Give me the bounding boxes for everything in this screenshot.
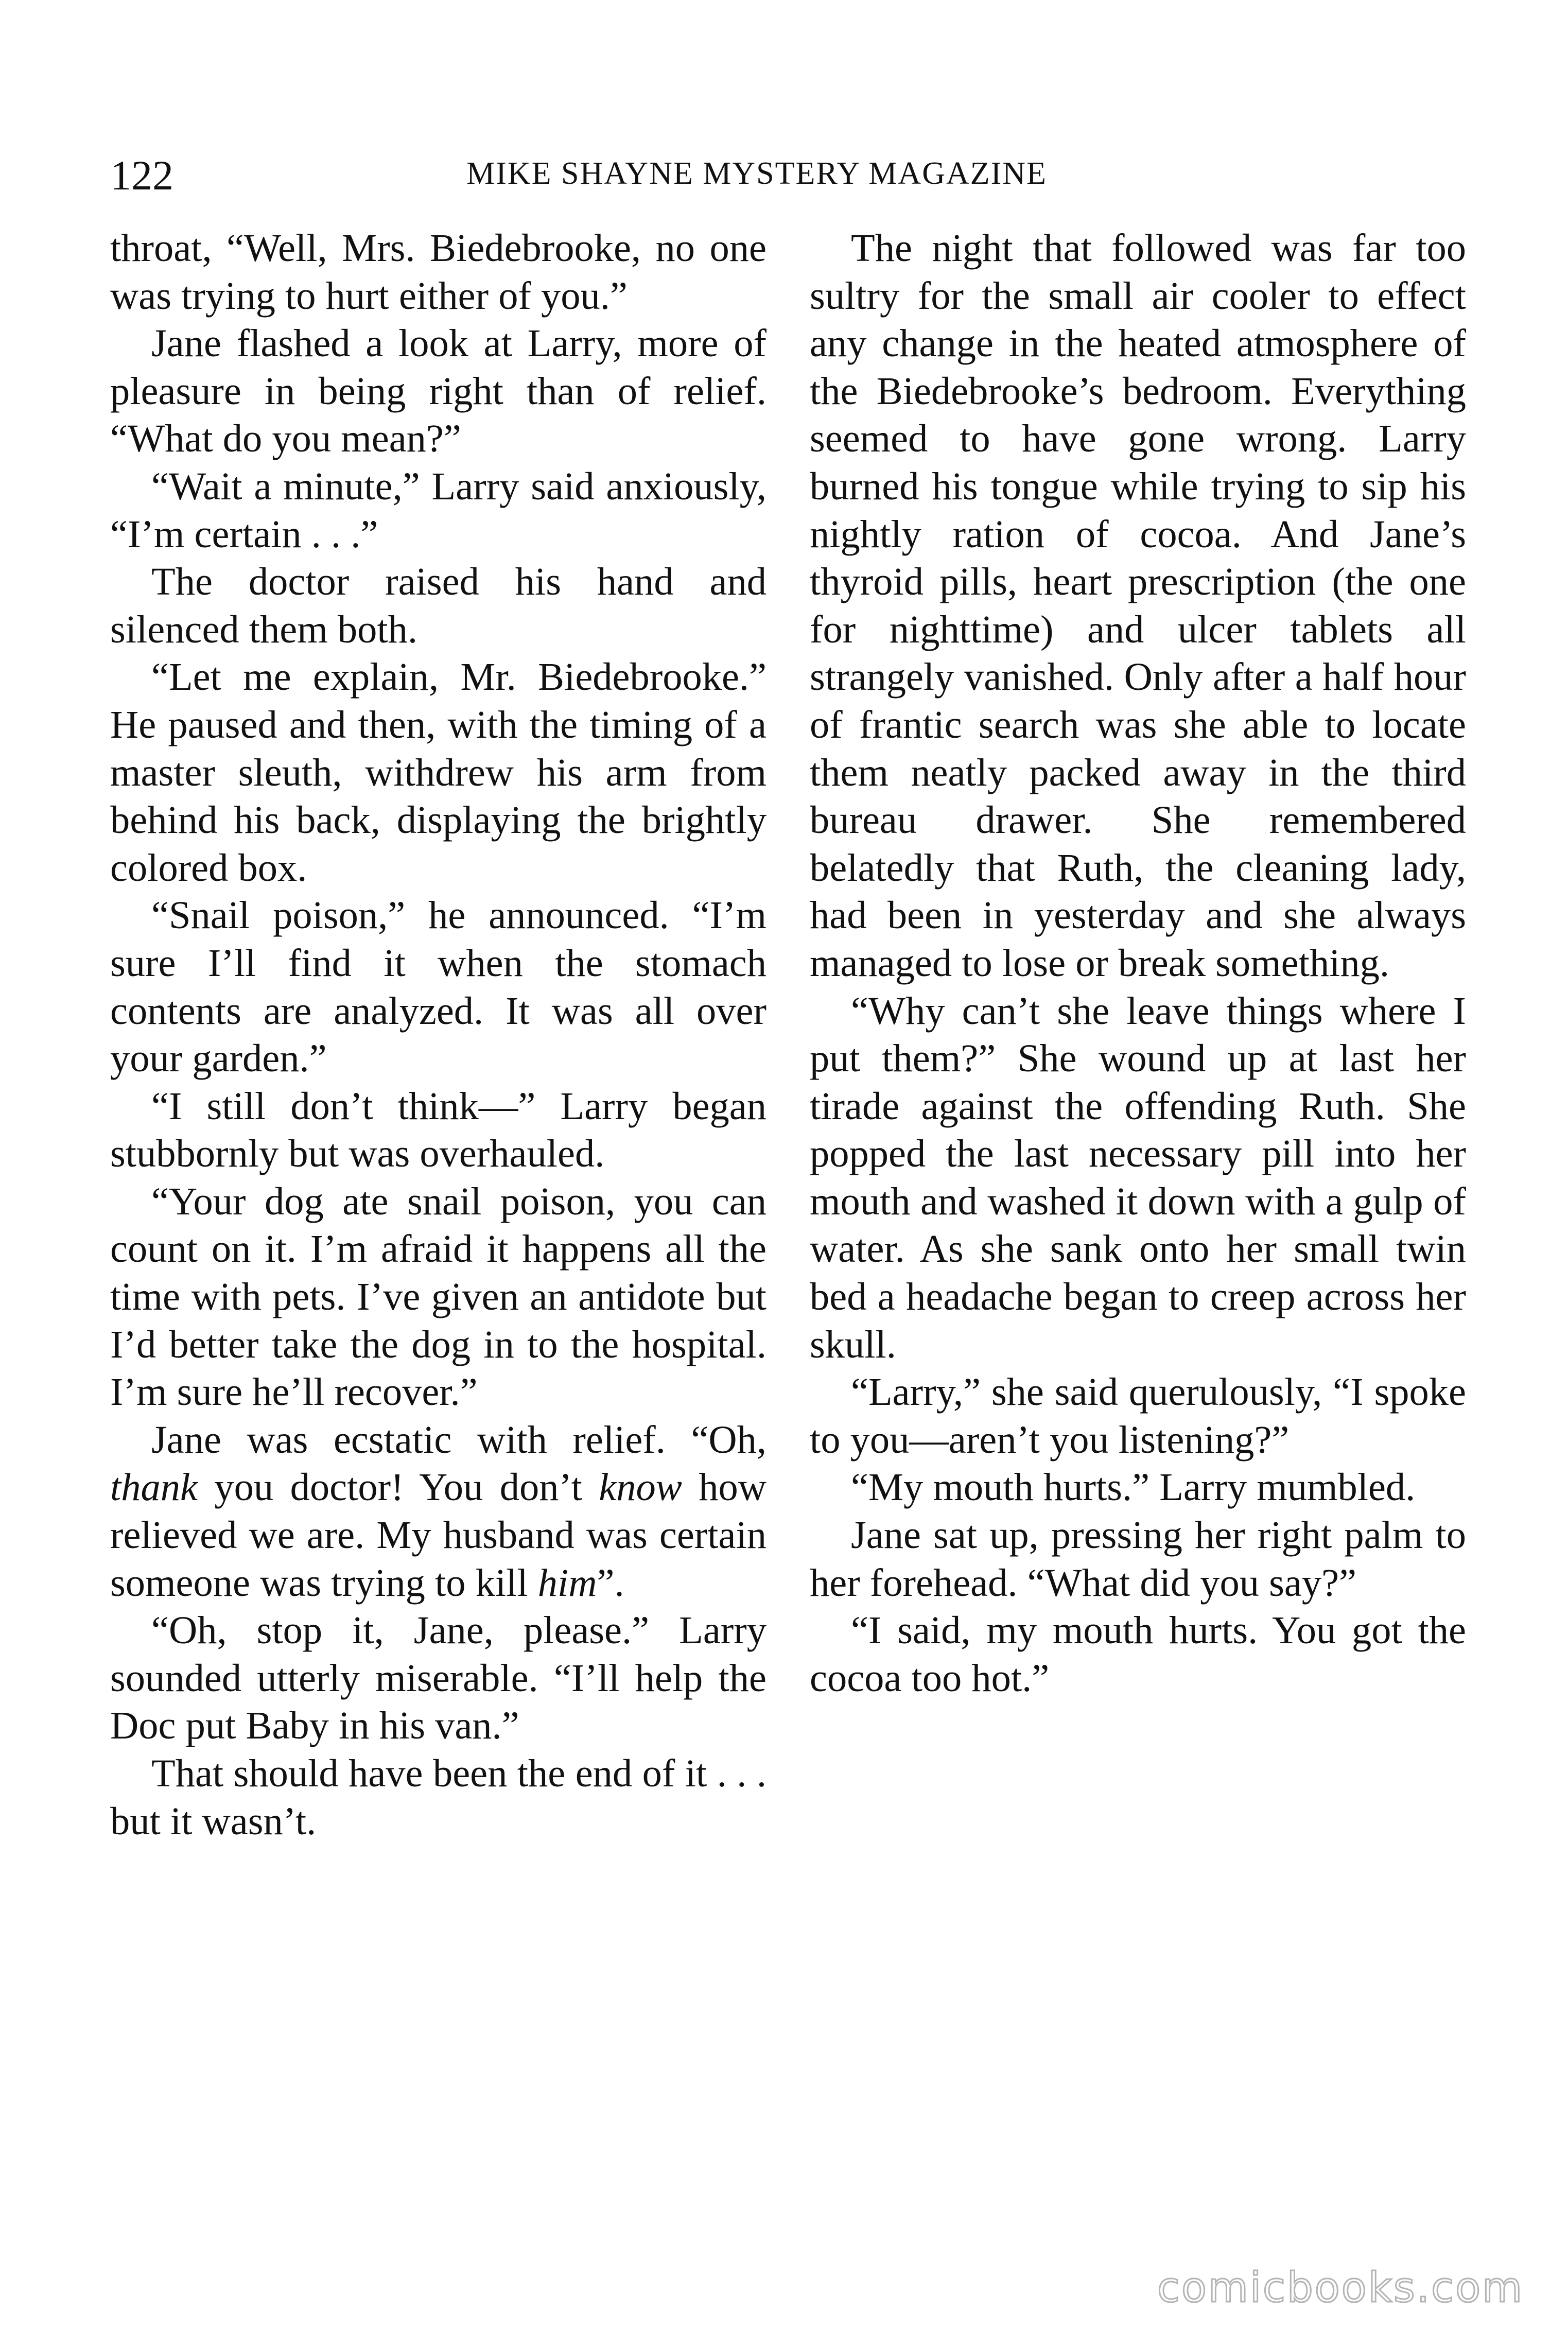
paragraph: throat, “Well, Mrs. Biedebrooke, no one was trying to hurt either of you.” [110,226,766,318]
paragraph: Jane sat up, pressing her right palm to her forehead. “What did you say?” [810,1513,1466,1605]
paragraph: The doctor raised his hand and silenced them both. [110,560,766,651]
paragraph: “I said, my mouth hurts. You got the cocoa too hot.” [810,1608,1466,1700]
paragraph: “Larry,” she said querulously, “I spoke to you—aren’t you listening?” [810,1370,1466,1462]
right-column [810,224,1466,1702]
page-number: 122 [110,152,173,199]
paragraph: The night that followed was far too sultry for the small air cooler to effect any change in the heated atmosphere of the Biedebrooke’s bedroom. Everything seemed to have gone wrong. Larry burned his tongue while trying to sip his nightly ration of cocoa. And Jane’s thyroid pills, heart prescription (the one for nighttime) and ulcer tablets all strangely vanished. Only after a half hour of frantic search was she able to locate them neatly packed away in the third bureau drawer. She remembered belatedly that Ruth, the cleaning lady, had been in yesterday and she always managed to lose or break something. [810,226,1466,985]
left-column [110,224,766,1845]
paragraph: “Let me explain, Mr. Biedebrooke.” He paused and then, with the timing of a master sleuth, withdrew his arm from behind his back, displaying the brightly colored box. [110,655,766,890]
running-head: MIKE SHAYNE MYSTERY MAGAZINE [466,156,1047,191]
paragraph: “Wait a minute,” Larry said anxiously, “I’m certain . . .” [110,464,766,556]
paragraph: “I still don’t think—” Larry began stubbornly but was overhauled. [110,1084,766,1176]
paragraph: “Oh, stop it, Jane, please.” Larry sounded utterly miserable. “I’ll help the Doc put Baby in his van.” [110,1608,766,1748]
paragraph: Jane flashed a look at Larry, more of pleasure in being right than of relief. “What do you mean?” [110,321,766,461]
paragraph: “Why can’t she leave things where I put them?” She wound up at last her tirade against the offending Ruth. She popped the last necessary pill into her mouth and washed it down with a gulp of water. As she sank onto her small twin bed a headache began to creep across her skull. [810,988,1466,1366]
paragraph: That should have been the end of it . . . but it wasn’t. [110,1751,766,1843]
paragraph: “My mouth hurts.” Larry mumbled. [851,1465,1416,1509]
paragraph: “Snail poison,” he announced. “I’m sure I’ll find it when the stomach contents are analyzed. It was all over your garden.” [110,893,766,1081]
paragraph: “Your dog ate snail poison, you can count on it. I’m afraid it happens all the time with pets. I’ve given an antidote but I’d better take the dog in to the hospital. I’m sure he’ll recover.” [110,1179,766,1414]
watermark: comicbooks.com [1157,2264,1524,2311]
paragraph: Jane was ecstatic with relief. “Oh, thank you doctor! You don’t know how relieved we are. My husband was certain someone was trying to kill him”. [110,1417,766,1605]
